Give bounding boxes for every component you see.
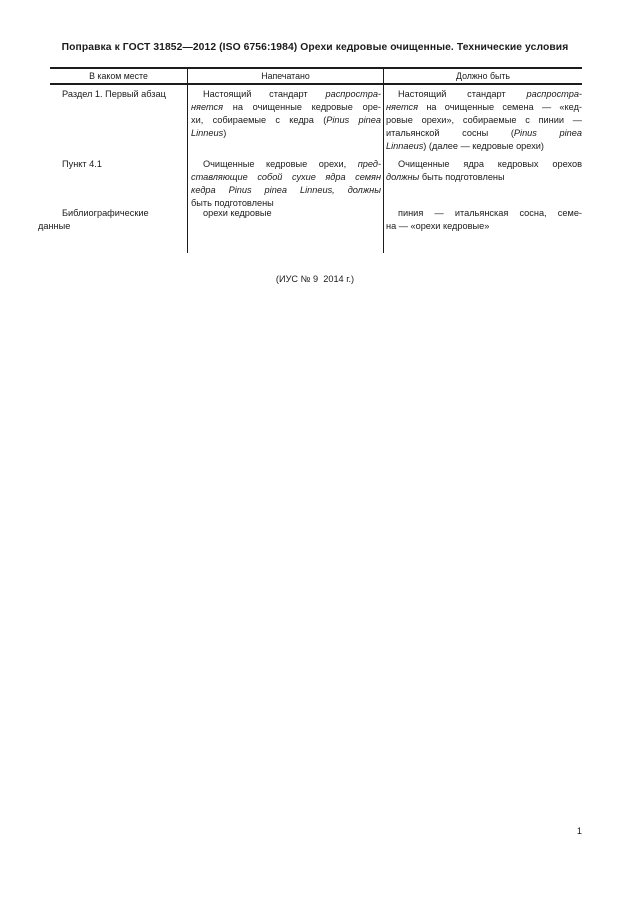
- text-line: [386, 140, 582, 153]
- italic-text-segment: должны: [386, 172, 420, 182]
- text-line: [386, 88, 582, 101]
- italic-text-segment: Pinus pinea: [513, 128, 582, 138]
- table-header-should-be: Должно быть: [456, 71, 510, 81]
- text-segment: данные: [38, 221, 71, 231]
- text-line: [38, 88, 187, 101]
- table-top-rule: [50, 67, 582, 69]
- text-segment: пиния — итальянская сосна, семе-: [398, 208, 582, 218]
- table-row2-should-be-cell: [386, 158, 582, 184]
- italic-text-segment: Linnaeus: [386, 141, 424, 151]
- text-segment: итальянской сосны (: [386, 128, 514, 138]
- text-line: [191, 171, 381, 184]
- text-segment: Настоящий стандарт: [203, 89, 326, 99]
- italic-text-segment: ставляющие собой сухие ядра семян: [191, 172, 381, 182]
- italic-text-segment: Linneus: [191, 128, 224, 138]
- table-row3-should-be-cell: [386, 207, 582, 233]
- italic-text-segment: пред-: [357, 159, 381, 169]
- text-segment: на очищенные семена — «кед-: [418, 102, 582, 112]
- table-row1-should-be-cell: [386, 88, 582, 153]
- text-line: [386, 127, 582, 140]
- page-number: 1: [576, 826, 582, 836]
- text-line: [191, 127, 381, 140]
- table-header-location: В каком месте: [89, 71, 148, 81]
- text-segment: быть подготовлены: [419, 172, 505, 182]
- text-line: [386, 171, 582, 184]
- text-line: [191, 158, 381, 171]
- italic-text-segment: кедра Pinus pinea Linneus, должны: [191, 185, 381, 195]
- italic-text-segment: распростра-: [325, 89, 381, 99]
- text-segment: быть подготовлены: [191, 198, 274, 208]
- text-line: [38, 158, 187, 171]
- text-line: [386, 101, 582, 114]
- text-line: [386, 158, 582, 171]
- text-segment: Пункт 4.1: [62, 159, 102, 169]
- table-row1-printed-cell: [191, 88, 381, 140]
- table-row3-printed-cell: [191, 207, 381, 220]
- text-segment: орехи кедровые: [203, 208, 272, 218]
- text-line: [386, 207, 582, 220]
- text-segment: Настоящий стандарт: [398, 89, 527, 99]
- issue-reference-note: (ИУС № 9 2014 г.): [275, 274, 355, 284]
- text-segment: Раздел 1. Первый абзац: [62, 89, 166, 99]
- text-line: [38, 220, 187, 233]
- text-segment: Библиографические: [62, 208, 149, 218]
- text-line: [38, 207, 187, 220]
- table-row1-location-cell: [38, 88, 187, 101]
- text-line: [191, 184, 381, 197]
- text-segment: ): [223, 128, 227, 138]
- text-segment: ровые орехи», собираемые с пинии —: [386, 115, 582, 125]
- table-row2-printed-cell: [191, 158, 381, 210]
- table-row3-location-cell: [38, 207, 187, 233]
- italic-text-segment: распростра-: [526, 89, 582, 99]
- table-header-bottom-rule: [50, 83, 582, 85]
- text-segment: на — «орехи кедровые»: [386, 221, 490, 231]
- text-line: [386, 114, 582, 127]
- text-segment: на очищенные кедровые оре-: [223, 102, 381, 112]
- italic-text-segment: Pinus pinea: [326, 115, 381, 125]
- text-segment: Очищенные кедровые орехи,: [203, 159, 358, 169]
- text-line: [386, 220, 582, 233]
- table-column-separator-1: [187, 67, 188, 253]
- italic-text-segment: няется: [386, 102, 419, 112]
- table-header-printed: Напечатано: [261, 71, 310, 81]
- text-segment: ) (далее — кедровые орехи): [423, 141, 544, 151]
- text-segment: хи, собираемые с кедра (: [191, 115, 327, 125]
- text-line: [191, 88, 381, 101]
- italic-text-segment: няется: [191, 102, 224, 112]
- table-column-separator-2: [383, 67, 384, 253]
- text-line: [191, 207, 381, 220]
- document-title: Поправка к ГОСТ 31852—2012 (ISO 6756:1984) Орехи кедровые очищенные. Технические условия: [61, 42, 569, 53]
- text-line: [191, 114, 381, 127]
- table-row2-location-cell: [38, 158, 187, 171]
- text-segment: Очищенные ядра кедровых орехов: [398, 159, 582, 169]
- text-line: [191, 101, 381, 114]
